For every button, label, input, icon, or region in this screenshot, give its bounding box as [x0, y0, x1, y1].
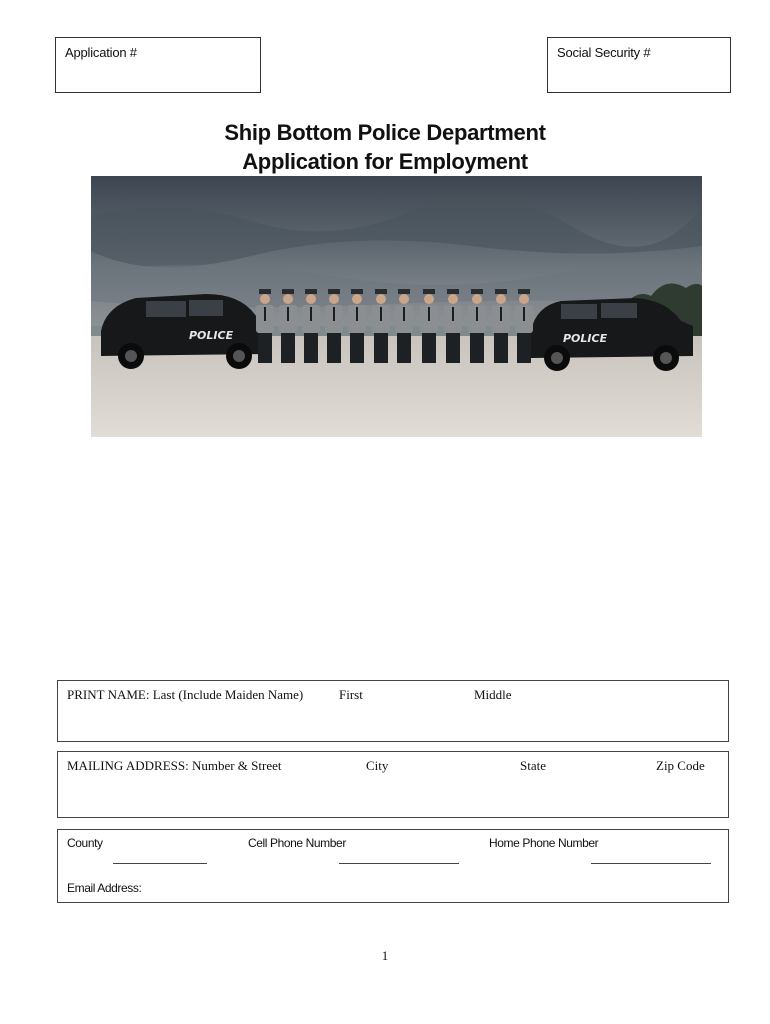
address-state-label: State: [520, 758, 546, 773]
department-title: Ship Bottom Police Department: [224, 120, 546, 145]
county-blank[interactable]: [113, 863, 207, 864]
name-last-label: PRINT NAME: Last (Include Maiden Name): [67, 687, 304, 702]
mailing-address-field[interactable]: [57, 751, 729, 818]
address-zip-label: Zip Code: [656, 758, 705, 773]
svg-text:POLICE: POLICE: [563, 332, 608, 345]
name-middle-label: Middle: [474, 687, 512, 702]
address-street-label: MAILING ADDRESS: Number & Street: [67, 758, 282, 773]
home-phone-label: Home Phone Number: [489, 836, 599, 850]
name-first-label: First: [339, 687, 363, 702]
county-label: County: [67, 836, 103, 850]
home-phone-blank[interactable]: [591, 863, 711, 864]
social-security-field[interactable]: [547, 37, 731, 93]
contact-info-field: [57, 829, 729, 903]
svg-text:POLICE: POLICE: [189, 329, 234, 342]
form-title: Application for Employment: [242, 149, 528, 174]
print-name-field[interactable]: [57, 680, 729, 742]
application-number-label: Application #: [65, 45, 137, 60]
application-number-field[interactable]: [55, 37, 261, 93]
address-city-label: City: [366, 758, 389, 773]
department-group-photo: [91, 176, 702, 437]
cell-phone-blank[interactable]: [339, 863, 459, 864]
cell-phone-label: Cell Phone Number: [248, 836, 346, 850]
social-security-label: Social Security #: [557, 45, 651, 60]
email-label: Email Address:: [67, 881, 142, 895]
page-number: 1: [381, 948, 389, 963]
